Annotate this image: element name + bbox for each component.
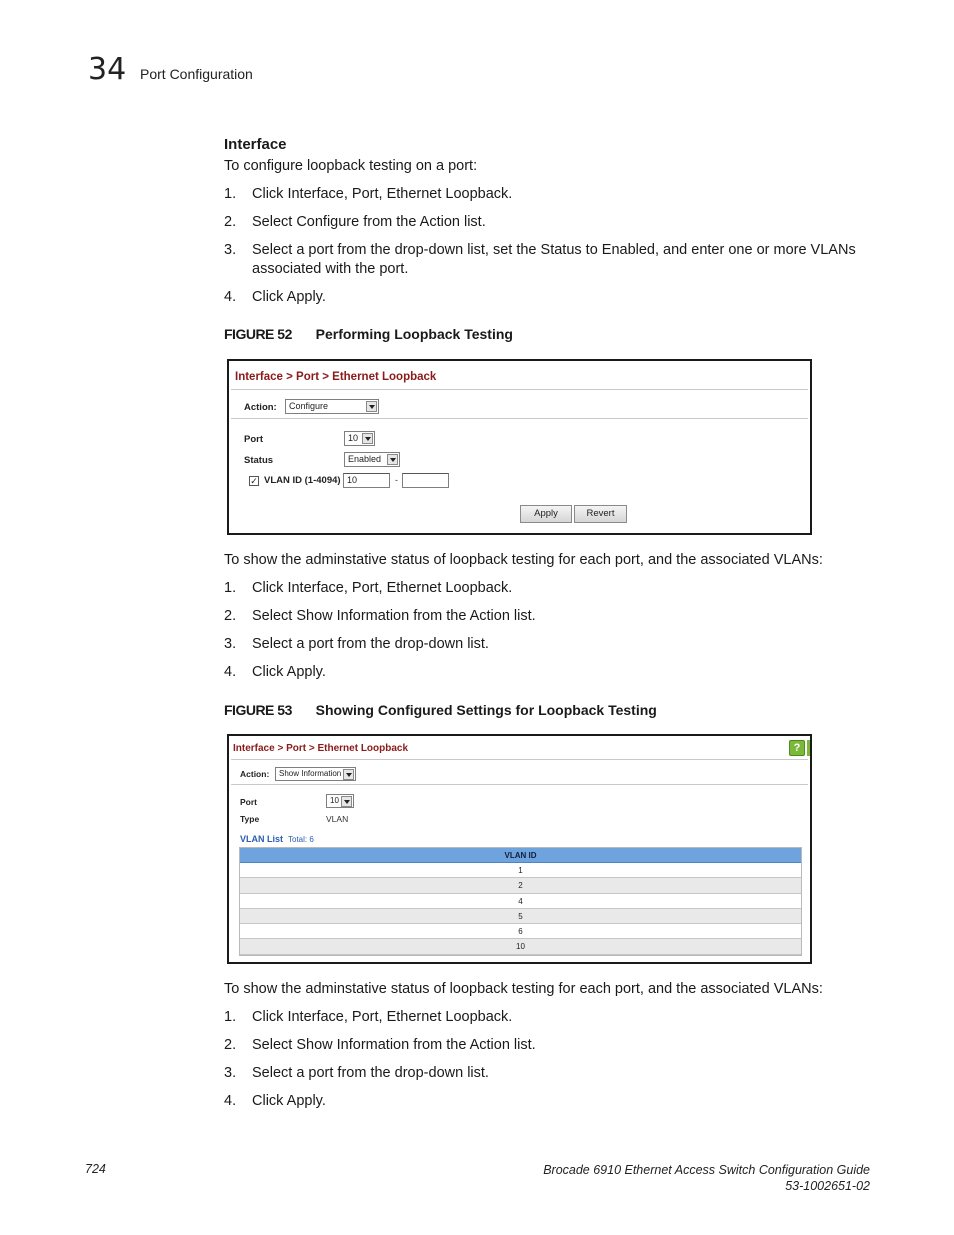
figure-label: FIGURE 52 bbox=[224, 326, 292, 342]
vlan-from-input[interactable]: 10 bbox=[343, 473, 390, 488]
step-text: Select a port from the drop-down list, set the Status to Enabled, and enter one or more VLANs associated with the port. bbox=[252, 242, 856, 277]
action-select[interactable] bbox=[285, 399, 379, 414]
breadcrumb[interactable]: Interface > Port > Ethernet Loopback bbox=[235, 371, 437, 383]
section-title: Interface bbox=[224, 136, 287, 153]
status-label: Status bbox=[244, 455, 274, 466]
vlan-checkbox[interactable]: ✓ bbox=[250, 476, 258, 486]
step-number: 3. bbox=[224, 242, 237, 258]
action-select-value: Show Information bbox=[279, 769, 342, 778]
divider bbox=[231, 418, 808, 419]
step-text: Select Show Information from the Action list. bbox=[252, 1037, 536, 1053]
vlan-table bbox=[239, 847, 802, 956]
status-select-value: Enabled bbox=[348, 454, 382, 464]
step-text: Click Interface, Port, Ethernet Loopback. bbox=[252, 580, 513, 596]
step-number: 3. bbox=[224, 1065, 237, 1081]
figure-52-screenshot bbox=[227, 359, 812, 535]
step-number: 4. bbox=[224, 289, 237, 305]
breadcrumb[interactable]: Interface > Port > Ethernet Loopback bbox=[233, 743, 409, 754]
step-text: Select a port from the drop-down list. bbox=[252, 1065, 489, 1081]
figure-52-caption bbox=[224, 326, 513, 342]
table-row[interactable]: 1 bbox=[240, 863, 801, 878]
chevron-down-icon bbox=[366, 401, 377, 412]
divider bbox=[231, 784, 808, 785]
port-select-value: 10 bbox=[330, 796, 339, 805]
doc-number: 53-1002651-02 bbox=[785, 1179, 870, 1193]
action-label: Action: bbox=[240, 769, 270, 779]
step-text: Click Apply. bbox=[252, 289, 326, 305]
step-text: Click Apply. bbox=[252, 664, 326, 680]
table-row[interactable]: 10 bbox=[240, 939, 801, 954]
port-select-value: 10 bbox=[348, 433, 359, 443]
step-text: Click Apply. bbox=[252, 1093, 326, 1109]
step-text: Select a port from the drop-down list. bbox=[252, 636, 489, 652]
toolbar-icon-partial[interactable] bbox=[807, 740, 812, 756]
vlan-list-title: VLAN List bbox=[240, 834, 284, 844]
divider bbox=[231, 389, 808, 390]
page-number: 724 bbox=[85, 1162, 106, 1176]
port-select[interactable] bbox=[326, 794, 354, 808]
revert-button[interactable]: Revert bbox=[574, 505, 627, 523]
step-text: Select Configure from the Action list. bbox=[252, 214, 486, 230]
chapter-number: 34 bbox=[88, 52, 127, 87]
intro-show-status: To show the adminstative status of loopback testing for each port, and the associated VLANs: bbox=[224, 552, 823, 568]
port-label: Port bbox=[240, 797, 257, 807]
step-number: 2. bbox=[224, 214, 237, 230]
step-text: Click Interface, Port, Ethernet Loopback. bbox=[252, 186, 513, 202]
figure-53-screenshot bbox=[227, 734, 812, 964]
table-row[interactable]: 5 bbox=[240, 909, 801, 924]
step-number: 1. bbox=[224, 1009, 237, 1025]
figure-53-caption bbox=[224, 702, 657, 718]
vlan-id-column-header[interactable]: VLAN ID bbox=[240, 848, 801, 863]
step-number: 3. bbox=[224, 636, 237, 652]
chevron-down-icon bbox=[343, 769, 354, 780]
step-number: 2. bbox=[224, 608, 237, 624]
type-value: VLAN bbox=[326, 814, 349, 824]
step-number: 4. bbox=[224, 1093, 237, 1109]
vlan-table-body bbox=[240, 863, 801, 955]
vlan-list-total: Total: 6 bbox=[288, 835, 314, 844]
chevron-down-icon bbox=[341, 796, 352, 807]
intro-configure: To configure loopback testing on a port: bbox=[224, 158, 478, 174]
type-label: Type bbox=[240, 814, 260, 824]
table-row[interactable]: 2 bbox=[240, 878, 801, 893]
table-row[interactable]: 4 bbox=[240, 894, 801, 909]
divider bbox=[231, 759, 808, 760]
doc-title: Brocade 6910 Ethernet Access Switch Configuration Guide bbox=[543, 1163, 870, 1177]
range-dash: - bbox=[395, 475, 398, 485]
chevron-down-icon bbox=[362, 433, 373, 444]
table-row[interactable]: 6 bbox=[240, 924, 801, 939]
action-select-value: Configure bbox=[289, 401, 329, 411]
step-number: 2. bbox=[224, 1037, 237, 1053]
figure-title: Performing Loopback Testing bbox=[315, 326, 513, 342]
action-label: Action: bbox=[244, 402, 277, 413]
vlan-id-label: VLAN ID (1-4094) bbox=[264, 475, 341, 486]
step-number: 1. bbox=[224, 580, 237, 596]
step-text: Click Interface, Port, Ethernet Loopback. bbox=[252, 1009, 513, 1025]
action-select[interactable] bbox=[275, 767, 356, 781]
vlan-to-input[interactable] bbox=[402, 473, 449, 488]
port-label: Port bbox=[244, 434, 263, 445]
status-select[interactable] bbox=[344, 452, 400, 467]
step-number: 1. bbox=[224, 186, 237, 202]
apply-button[interactable]: Apply bbox=[520, 505, 572, 523]
figure-title: Showing Configured Settings for Loopback Testing bbox=[315, 702, 657, 718]
step-text: Select Show Information from the Action list. bbox=[252, 608, 536, 624]
footer-doc-info bbox=[543, 1162, 870, 1194]
intro-show-status-repeat: To show the adminstative status of loopback testing for each port, and the associated VLANs: bbox=[224, 981, 823, 997]
step-number: 4. bbox=[224, 664, 237, 680]
port-select[interactable] bbox=[344, 431, 375, 446]
help-icon[interactable]: ? bbox=[789, 740, 805, 756]
figure-label: FIGURE 53 bbox=[224, 702, 292, 718]
chapter-title: Port Configuration bbox=[140, 66, 253, 82]
chevron-down-icon bbox=[387, 454, 398, 465]
